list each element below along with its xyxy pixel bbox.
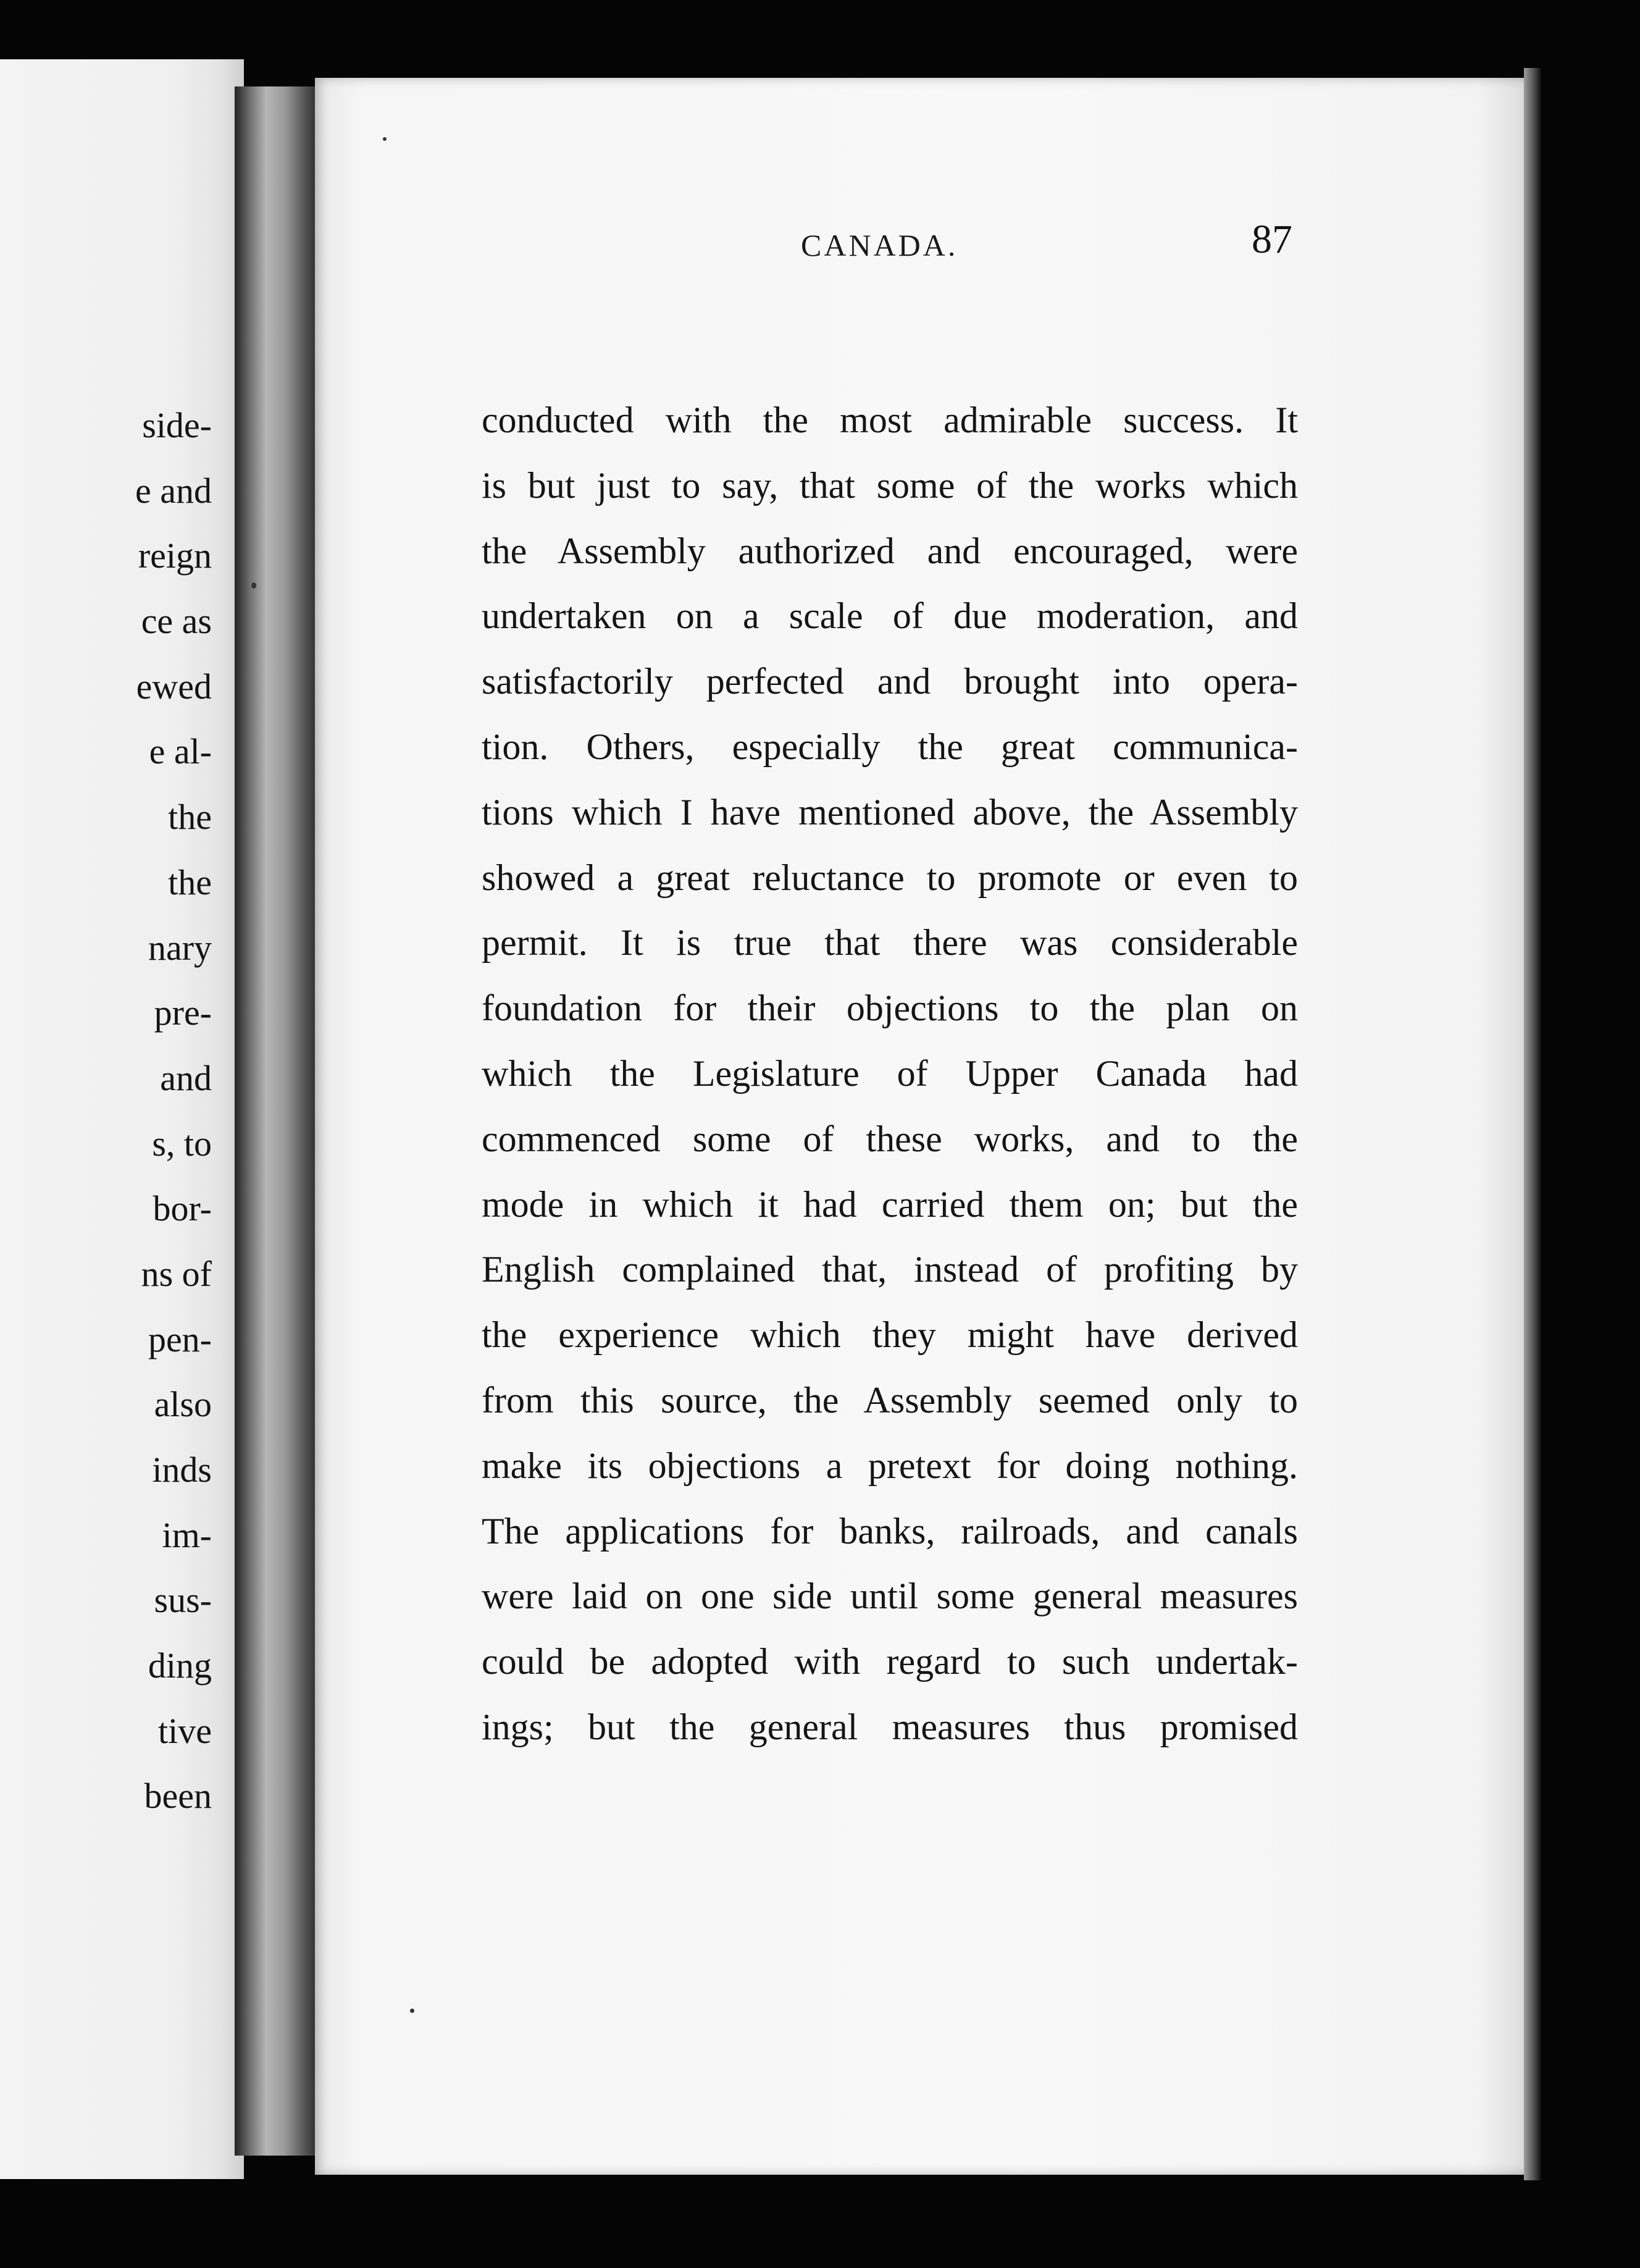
left-page-line: inds [152, 1450, 212, 1490]
left-page-line: tive [158, 1710, 212, 1751]
text-line: foundation for their objections to the plan on [482, 988, 1298, 1029]
book-gutter-shadow [235, 86, 318, 2156]
text-line: which the Legislature of Upper Canada had [482, 1052, 1298, 1094]
left-page-line: side- [142, 405, 212, 445]
text-line: undertaken on a scale of due moderation, and [482, 595, 1298, 637]
left-page-line: im- [162, 1514, 212, 1555]
text-line: conducted with the most admirable success. It [482, 400, 1298, 440]
text-line: English complained that, instead of profiting by [482, 1249, 1298, 1290]
dust-speck [383, 137, 387, 141]
left-page-line: ce as [141, 601, 212, 642]
text-line: showed a great reluctance to promote or even to [482, 857, 1298, 898]
text-line: mode in which it had carried them on; but the [482, 1183, 1298, 1225]
page-number: 87 [1252, 217, 1292, 262]
left-page-line: ding [148, 1645, 212, 1686]
left-page-line: e al- [149, 731, 212, 772]
dust-speck [410, 2009, 414, 2013]
left-page-line: the [168, 862, 212, 902]
text-line: satisfactorily perfected and brought into opera- [482, 661, 1298, 702]
text-line: permit. It is true that there was considerable [482, 922, 1298, 964]
text-line: from this source, the Assembly seemed only to [482, 1379, 1298, 1421]
text-line: tions which I have mentioned above, the Assembly [482, 791, 1298, 833]
text-line: were laid on one side until some general measures [482, 1576, 1298, 1617]
text-line: The applications for banks, railroads, and canals [482, 1510, 1298, 1552]
text-line: the experience which they might have derived [482, 1314, 1298, 1356]
text-line: is but just to say, that some of the works which [482, 464, 1298, 506]
left-page-text-fragments [2, 393, 212, 1829]
left-page-line: the [168, 797, 212, 838]
left-page-line: and [160, 1057, 212, 1098]
page-body-text [482, 388, 1298, 1760]
text-line: could be adopted with regard to such undertak- [482, 1641, 1298, 1682]
left-page-line: ns of [141, 1253, 212, 1294]
left-page-line: sus- [154, 1580, 212, 1621]
left-page-line: been [144, 1776, 212, 1816]
running-title: CANADA. [801, 228, 958, 262]
text-line: ings; but the general measures thus promised [482, 1706, 1298, 1747]
text-line: the Assembly authorized and encouraged, were [482, 530, 1298, 571]
text-line: tion. Others, especially the great communica- [482, 726, 1298, 767]
left-page-line: nary [148, 927, 212, 968]
text-line: commenced some of these works, and to the [482, 1118, 1298, 1159]
left-page-line: reign [138, 536, 212, 576]
left-page-line: ewed [136, 666, 212, 707]
dust-speck [251, 582, 256, 589]
left-page-line: also [154, 1384, 212, 1425]
left-page [0, 59, 244, 2179]
left-page-line: bor- [153, 1188, 212, 1229]
left-page-line: pen- [148, 1319, 212, 1359]
left-page-line: e and [135, 470, 212, 511]
left-page-line: s, to [152, 1123, 212, 1164]
text-line: make its objections a pretext for doing nothing. [482, 1445, 1298, 1486]
page-edge [1524, 68, 1541, 2180]
left-page-line: pre- [154, 993, 212, 1033]
